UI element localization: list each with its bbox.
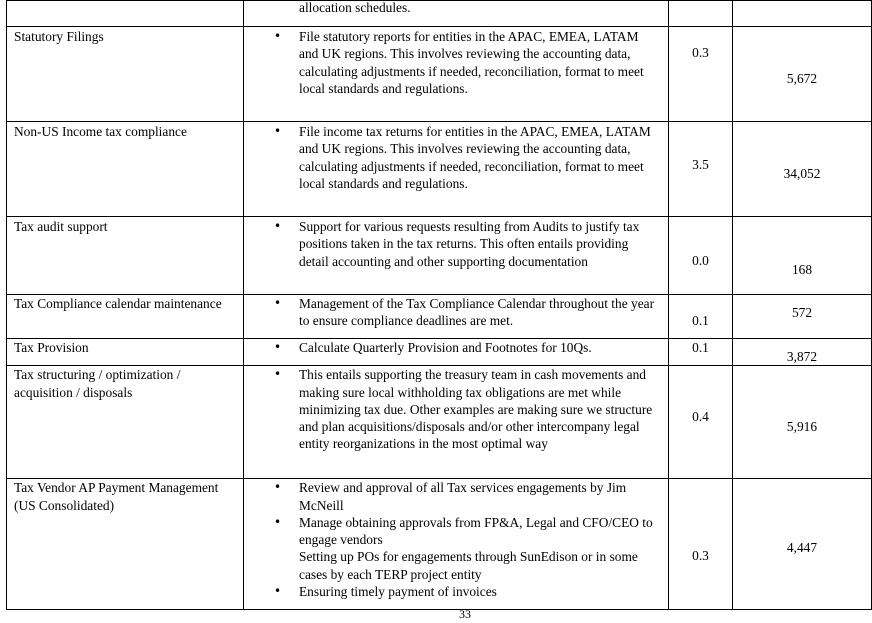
fte-value: 0.0 xyxy=(692,253,709,268)
description-bullet: • This entails supporting the treasury team in cash movements and making sure local withholding tax obligations are met while minimizing tax due. Other examples are making sure we structure and plan acquisitions/disposals and/or other intercompany legal entity reorganizations in the most optimal way xyxy=(299,366,660,452)
amount-value: 34,052 xyxy=(783,166,821,181)
task-cell xyxy=(7,366,244,479)
description-cell xyxy=(244,295,669,339)
task-cell xyxy=(7,295,244,339)
page-number: 33 xyxy=(459,607,471,621)
amount-cell xyxy=(733,217,872,295)
description-bullet: • Calculate Quarterly Provision and Footnotes for 10Qs. xyxy=(299,339,660,356)
description-cell xyxy=(244,479,669,610)
fte-cell xyxy=(669,366,733,479)
description-cell xyxy=(244,217,669,295)
fte-cell xyxy=(669,1,733,27)
amount-cell xyxy=(733,27,872,122)
amount-cell xyxy=(733,122,872,217)
amount-value: 3,872 xyxy=(786,349,818,364)
fte-cell xyxy=(669,217,733,295)
fte-value: 0.1 xyxy=(692,313,709,328)
task-name: Non-US Income tax compliance xyxy=(14,124,187,139)
description-bullet: • Management of the Tax Compliance Calendar throughout the year to ensure compliance deadlines are met. xyxy=(299,295,660,330)
table-row xyxy=(7,27,872,122)
fte-value: 0.1 xyxy=(692,340,709,355)
amount-value: 5,916 xyxy=(786,419,818,435)
task-cell xyxy=(7,217,244,295)
table-row xyxy=(7,122,872,217)
description-bullet: • Manage obtaining approvals from FP&A, Legal and CFO/CEO to engage vendors xyxy=(299,514,660,549)
description-bullet: • Review and approval of all Tax services engagements by Jim McNeill xyxy=(299,479,660,514)
description-cell xyxy=(244,122,669,217)
fte-value: 0.4 xyxy=(692,409,709,425)
description-cell xyxy=(244,339,669,366)
task-cell xyxy=(7,122,244,217)
task-name: Tax Vendor AP Payment Management (US Consolidated) xyxy=(14,480,219,513)
table-row xyxy=(7,1,872,27)
table-row xyxy=(7,295,872,339)
task-name: Tax Compliance calendar maintenance xyxy=(14,296,222,311)
amount-value: 5,672 xyxy=(786,71,818,86)
fte-value: 3.5 xyxy=(692,157,709,172)
description-cell xyxy=(244,366,669,479)
description-cell xyxy=(244,27,669,122)
description-cell xyxy=(244,1,669,27)
description-text: allocation schedules. xyxy=(299,0,411,15)
description-line: Setting up POs for engagements through SunEdison or in some cases by each TERP project entity xyxy=(299,549,638,582)
fte-cell xyxy=(669,122,733,217)
fte-value: 0.3 xyxy=(692,45,709,60)
description-bullet: • File statutory reports for entities in the APAC, EMEA, LATAM and UK regions. This involves reviewing the accounting data, calculating adjustments if needed, reconciliation, format to meet local standards and regulations. xyxy=(299,28,660,97)
table-row xyxy=(7,366,872,479)
fte-cell xyxy=(669,339,733,366)
task-cell xyxy=(7,479,244,610)
table-row xyxy=(7,217,872,295)
amount-cell xyxy=(733,1,872,27)
table-row xyxy=(7,479,872,610)
task-cell xyxy=(7,27,244,122)
task-cell xyxy=(7,1,244,27)
description-bullet: • Support for various requests resulting from Audits to justify tax positions taken in the tax returns. This often entails providing detail accounting and other supporting documentation xyxy=(299,218,660,270)
task-name: Tax Provision xyxy=(14,340,89,355)
amount-cell xyxy=(733,479,872,610)
amount-value: 168 xyxy=(791,262,813,277)
amount-cell xyxy=(733,295,872,339)
amount-value: 572 xyxy=(791,305,813,320)
table-row xyxy=(7,339,872,366)
task-name: Tax structuring / optimization / acquisition / disposals xyxy=(14,367,181,400)
fte-cell xyxy=(669,27,733,122)
fte-cell xyxy=(669,295,733,339)
fte-value: 0.3 xyxy=(692,548,709,564)
description-bullet: • Ensuring timely payment of invoices xyxy=(299,583,660,600)
task-name: Statutory Filings xyxy=(14,29,104,44)
task-cell xyxy=(7,339,244,366)
amount-cell xyxy=(733,339,872,366)
amount-value: 4,447 xyxy=(786,540,818,556)
description-bullet: • File income tax returns for entities in the APAC, EMEA, LATAM and UK regions. This involves reviewing the accounting data, calculating adjustments if needed, reconciliation, format to meet local standards and regulations. xyxy=(299,123,660,192)
tax-services-table xyxy=(6,0,872,610)
task-name: Tax audit support xyxy=(14,219,108,234)
amount-cell xyxy=(733,366,872,479)
fte-cell xyxy=(669,479,733,610)
